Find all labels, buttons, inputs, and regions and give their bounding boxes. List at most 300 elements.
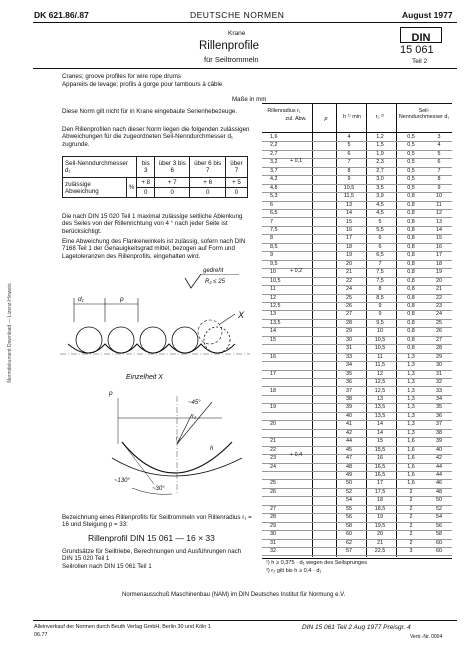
table-cell: 14 [377, 429, 383, 436]
table-cell: 12 [377, 370, 383, 377]
angle30-label: ~30° [152, 486, 165, 492]
title: Rillenprofile [199, 40, 260, 52]
table-cell: 3,2 [270, 159, 278, 166]
table-cell: 44 [436, 472, 442, 478]
table-cell: 9 [378, 311, 382, 318]
table-cell: 14 [346, 210, 352, 217]
table-cell: 7 [437, 167, 441, 174]
table-cell: 1,6 [407, 446, 415, 453]
table-cell: 8 [347, 167, 351, 174]
table-cell: 34 [346, 362, 352, 369]
table-cell: 27 [346, 311, 352, 318]
deviation-col: über 6 bis 7 [190, 157, 225, 178]
table-cell: 19 [270, 404, 276, 411]
table-cell: 3 [409, 548, 413, 555]
table-cell: 4,5 [376, 210, 384, 217]
table-cell: 13,5 [374, 412, 386, 419]
table-cell: 37 [436, 421, 442, 428]
scope-paragraph: Diese Norm gilt nicht für in Krane eingebaute Serienhebezeuge. [62, 108, 238, 115]
roughness-value: R₂ ≤ 25 [205, 279, 225, 285]
groove-table-header [262, 104, 452, 133]
table-cell: 36 [436, 412, 442, 419]
table-cell: 9 [378, 303, 382, 309]
table-cell: 21 [436, 286, 442, 293]
principles-text: Grundsätze für Seiltriebe, Berechnungen und Ausführungen nach DIN 15 020 Teil 1 [62, 548, 242, 563]
table-cell: 31 [436, 370, 442, 377]
table-cell: 12,5 [374, 387, 386, 394]
table-cell: 20 [377, 531, 383, 538]
table-cell: 24 [346, 286, 352, 293]
table-cell: 39 [436, 438, 442, 445]
table-cell: 0,8 [407, 226, 415, 233]
din-logo-box [400, 27, 442, 43]
deviation-minus: 0 [225, 188, 247, 198]
table-cell: 28 [346, 319, 352, 326]
table-cell: 12,5 [374, 379, 386, 386]
table-cell: 57 [346, 548, 352, 555]
table-cell: 2 [409, 505, 413, 512]
table-cell: 0,8 [407, 201, 415, 208]
table-cell: 19,5 [374, 522, 386, 529]
table-cell: 2,7 [270, 150, 278, 157]
flank-angle-paragraph: Eine Abweichung des Flankenwinkels ist zulässig, sofern nach DIN 7168 Teil 1 der Genauigkeitsgrad mittel, bezogen auf Form und Lagetoleranzen des Rillenprofils, eingehalten wird. [62, 238, 246, 260]
table-cell: 15 [436, 235, 442, 242]
table-cell: 21 [346, 269, 352, 276]
head-p: p [324, 116, 328, 122]
table-cell: 13 [346, 201, 352, 208]
table-cell: 3,0 [376, 176, 384, 183]
table-cell: 21 [377, 539, 383, 546]
issue-date: August 1977 [402, 10, 453, 20]
deviation-unit: % [126, 178, 137, 198]
table-cell: 24 [270, 463, 276, 470]
table-cell: 54 [346, 497, 352, 504]
table-cell: 45 [346, 446, 352, 453]
table-cell: 13 [270, 311, 276, 318]
table-cell: 60 [436, 548, 442, 555]
table-cell: 35 [436, 404, 442, 411]
table-cell: 30 [346, 336, 352, 343]
table-cell: 0,8 [407, 319, 415, 326]
table-cell: 8,5 [270, 243, 278, 250]
table-cell: 7,5 [270, 226, 278, 233]
table-cell: 31 [270, 539, 276, 546]
table-cell: 35 [346, 370, 352, 377]
table-cell: 46 [436, 480, 442, 487]
table-cell: 6 [270, 201, 273, 208]
table-cell: 7,5 [376, 277, 384, 284]
r2-label: r₂ [176, 436, 181, 442]
din-number: 15 061 [400, 44, 434, 56]
table-cell: 38 [436, 429, 442, 436]
table-cell: 6,5 [376, 252, 384, 259]
table-cell: 58 [436, 531, 442, 538]
table-cell: 2 [409, 488, 413, 495]
table-cell: 5,5 [376, 226, 384, 233]
footer-rule [33, 620, 457, 621]
table-cell: 16 [346, 226, 352, 233]
table-cell: 8 [270, 235, 273, 242]
table-cell: 18 [377, 497, 383, 504]
table-cell: 14 [377, 421, 383, 428]
committee-line: Normenausschuß Maschinenbau (NAM) im DIN Deutsches Institut für Normung e.V. [122, 592, 346, 598]
table-cell: 24 [436, 311, 442, 318]
table-cell: 0,5 [407, 184, 415, 191]
table-cell: 2,3 [376, 159, 384, 166]
table-cell: 7,5 [376, 269, 384, 276]
table-cell: 11 [270, 286, 276, 293]
sheave-ref-text: Seilrollen nach DIN 15 061 Teil 1 [62, 563, 152, 570]
table-cell: 20 [346, 260, 352, 267]
table-cell: 0,8 [407, 193, 415, 200]
head-r1: Rillenradius r₁ [267, 108, 301, 114]
table-cell: 42 [346, 429, 352, 436]
designation-text: Bezeichnung eines Rillenprofils für Seiltrommeln von Rillenradius r₁ = 16 und Steigung p = 33: [62, 514, 252, 529]
table-cell: 10 [436, 193, 442, 200]
table-cell: 20 [270, 421, 276, 428]
deviation-plus: + 5 [225, 178, 247, 188]
table-cell: 60 [346, 531, 352, 538]
deviation-row1-label: Seil-Nenndurchmesser d₁ [65, 160, 128, 174]
table-cell: 0,8 [407, 328, 415, 335]
table-cell: 37 [346, 387, 352, 394]
table-cell: 54 [436, 514, 442, 521]
table-cell: 18 [346, 243, 352, 250]
table-cell: 5 [378, 218, 382, 225]
table-cell: 60 [436, 539, 442, 546]
table-cell: 4,8 [270, 184, 278, 191]
table-cell: 19 [436, 269, 442, 276]
table-cell: 36 [346, 379, 352, 386]
table-cell: 50 [346, 480, 352, 487]
table-cell: 15 [377, 438, 383, 445]
table-cell: 31 [346, 345, 352, 352]
table-cell: 8 [437, 176, 441, 183]
angle130-label: ~130° [114, 478, 130, 484]
subtitle: für Seiltrommeln [204, 55, 259, 64]
table-cell: 22 [346, 277, 352, 284]
groove-drawing [60, 292, 260, 372]
table-cell: 30 [270, 531, 276, 538]
table-cell: 10,5 [270, 277, 281, 284]
detail-x-label: Einzelheit X [126, 374, 163, 381]
deviation-col: bis 3 [137, 157, 155, 178]
table-cell: 17 [436, 252, 442, 259]
table-cell: 25 [270, 480, 276, 487]
angle45-label: ~45° [188, 400, 201, 406]
org-name: DEUTSCHE NORMEN [190, 10, 285, 20]
deviation-minus: 0 [190, 188, 225, 198]
deflection-paragraph: Die nach DIN 15 020 Teil 1 maximal zulässige seitliche Ablenkung des Seiles von der Rillenrichtung von 4 ° nach jeder Seite ist berücksichtigt. [62, 213, 243, 235]
table-cell: 0,8 [407, 269, 415, 276]
table-cell: 9,5 [376, 319, 384, 326]
table-cell: 1,6 [407, 480, 415, 487]
table-cell: 12,5 [270, 303, 281, 309]
table-cell: 44 [436, 463, 442, 470]
table-cell: 1,2 [376, 134, 384, 140]
p-half-label: p [109, 390, 113, 397]
table-cell: 16 [377, 455, 383, 462]
table-cell: 14 [436, 226, 442, 233]
table-cell: 18 [436, 260, 442, 267]
table-cell: 40 [436, 446, 442, 453]
table-cell: 13,5 [270, 319, 281, 326]
table-cell: 26 [436, 328, 442, 335]
deviation-plus: + 6 [190, 178, 225, 188]
table-cell: 23 [270, 455, 276, 462]
table-cell: 10 [270, 269, 276, 276]
table-cell: 33 [346, 353, 352, 360]
table-cell: 14 [270, 328, 276, 335]
table-cell: 0,8 [407, 235, 415, 242]
table-cell: 32 [270, 548, 276, 555]
table-cell: 0,5 [407, 176, 415, 183]
table-cell: 11 [377, 353, 383, 360]
table-cell: 52 [346, 488, 352, 495]
table-cell: 8,5 [376, 294, 384, 301]
table-cell: 0,5 [407, 134, 415, 140]
table-cell: 9 [270, 252, 273, 259]
table-cell: 1,5 [376, 142, 384, 149]
table-cell: 0,8 [407, 336, 415, 343]
table-cell: 17,5 [374, 488, 386, 495]
gedreht-label: gedreht [203, 268, 224, 274]
table-cell: 1,3 [407, 412, 415, 419]
table-cell: 3 [437, 134, 441, 140]
table-cell: 2,2 [270, 142, 278, 149]
table-cell: 1,6 [407, 455, 415, 462]
table-cell: 5 [437, 150, 441, 157]
deviation-paragraph: Den Rillenprofilen nach dieser Norm liegen die folgenden zulässigen Abweichungen für die zugeordneten Seil-Nenndurchmesser d₁ zugrunde. [62, 126, 250, 148]
table-cell: 0,8 [407, 294, 415, 301]
table-cell: 1,3 [407, 395, 415, 402]
table-cell: 18 [270, 387, 276, 394]
table-cell: 0,8 [407, 243, 415, 250]
table-cell: 0,5 [407, 150, 415, 157]
table-cell: 56 [346, 514, 352, 521]
footnote-1: ¹) h ≥ 0,375 · d₁ wegen des Seilsprunges [266, 560, 368, 566]
table-cell: 25 [346, 294, 352, 301]
table-cell: 0,8 [407, 218, 415, 225]
table-cell: 19 [346, 252, 352, 259]
table-cell: 30 [436, 362, 442, 369]
table-cell: 1,3 [407, 404, 415, 411]
table-cell: 22,5 [374, 548, 386, 555]
table-cell: 12 [270, 294, 276, 301]
table-cell: 16,5 [374, 472, 386, 478]
table-cell: 34 [436, 395, 442, 402]
table-cell: 15,5 [374, 446, 386, 453]
table-cell: 13 [436, 218, 442, 225]
table-cell: 7 [347, 159, 351, 166]
table-cell: 16 [436, 243, 442, 250]
table-cell: 20 [436, 277, 442, 284]
table-cell: 1,3 [407, 362, 415, 369]
table-cell: 27 [436, 336, 442, 343]
deviation-minus: 0 [155, 188, 190, 198]
table-cell: 8 [378, 286, 382, 293]
table-cell: 12 [436, 210, 442, 217]
table-cell: 6 [347, 150, 351, 157]
title-rule [33, 68, 457, 69]
table-cell: 0,8 [407, 345, 415, 352]
page-reference: DIN 15 061 Teil 2 Aug 1977 Preisgr. 4 [302, 624, 411, 631]
table-cell: 6 [437, 159, 441, 166]
table-cell: 22 [436, 294, 442, 301]
table-cell: 3,7 [270, 167, 278, 174]
table-cell: 10,5 [374, 345, 386, 352]
table-cell: 48 [346, 463, 352, 470]
table-cell: 5 [347, 142, 351, 149]
table-cell: 42 [436, 455, 442, 462]
table-cell: 29 [436, 353, 442, 360]
table-cell: 1,6 [407, 472, 415, 478]
english-title: Cranes; groove profiles for wire rope drums [62, 73, 181, 80]
table-cell: 11,5 [374, 362, 386, 369]
table-cell: 1,3 [407, 370, 415, 377]
table-cell: 49 [346, 472, 352, 478]
table-cell: 55 [346, 505, 352, 512]
category: Krane [228, 30, 246, 37]
table-cell: 11 [436, 201, 442, 208]
deviation-plus: + 8 [137, 178, 155, 188]
table-cell: 17 [346, 235, 352, 242]
table-cell: 28 [436, 345, 442, 352]
p-dimension-label: p [120, 296, 124, 303]
table-cell: 1,3 [407, 353, 415, 360]
deviation-col: über 7 [225, 157, 247, 178]
footnote-2: ²) r₂ gilt bis h ≥ 0,4 · d₁ [266, 568, 322, 574]
table-cell: 0,8 [407, 210, 415, 217]
table-cell: 2,7 [376, 167, 384, 174]
table-cell: 25 [436, 319, 442, 326]
table-cell: 47 [346, 455, 352, 462]
part: Teil 2 [412, 58, 428, 65]
table-cell: 2 [409, 514, 413, 521]
table-cell: 1,6 [407, 438, 415, 445]
table-cell: 40 [346, 412, 352, 419]
table-cell: 7 [270, 218, 273, 225]
deviation-plus: + 7 [155, 178, 190, 188]
table-cell: 4 [347, 134, 351, 140]
table-cell: 62 [346, 539, 352, 546]
table-cell: 1,3 [407, 379, 415, 386]
table-cell: 0,5 [407, 142, 415, 149]
units-note: Maße in mm [232, 96, 267, 103]
table-cell: 16 [270, 353, 276, 360]
table-cell: 22 [270, 446, 276, 453]
print-code: 06.77 [34, 632, 48, 638]
doc-number: DK 621.86/.87 [34, 10, 89, 20]
r1-label: r₁ [192, 414, 196, 420]
deviation-row2-label: zulässige Abweichung [65, 180, 99, 195]
deviation-col: über 3 bis 6 [155, 157, 190, 178]
detail-x-drawing [92, 384, 262, 504]
table-cell: 32 [436, 379, 442, 386]
table-cell: 0,5 [407, 167, 415, 174]
table-cell: 10,5 [374, 336, 386, 343]
table-cell: 33 [436, 387, 442, 394]
table-cell: 41 [346, 421, 352, 428]
detail-x-marker: X [238, 310, 245, 320]
table-cell: 39 [346, 404, 352, 411]
table-cell: 26 [346, 303, 352, 309]
table-cell: 3,9 [376, 193, 384, 200]
d1-dimension-label: d₁ [78, 296, 84, 303]
table-cell: 1,6 [270, 134, 278, 140]
table-cell: 3,5 [376, 184, 384, 191]
table-cell: 48 [436, 488, 442, 495]
table-cell: 15 [270, 336, 276, 343]
table-cell: 1,9 [376, 150, 384, 157]
table-cell: 0,8 [407, 252, 415, 259]
table-cell: 18,5 [374, 505, 386, 512]
table-cell: 10 [377, 328, 383, 335]
table-cell: 52 [436, 505, 442, 512]
table-cell: 9 [437, 184, 441, 191]
table-cell: 0,8 [407, 311, 415, 318]
table-cell: 26 [270, 488, 276, 495]
head-tol: zul. Abw. [285, 116, 307, 122]
table-cell: 2 [409, 522, 413, 529]
table-cell: 1,3 [407, 387, 415, 394]
side-license-text: Normdokument Download — Lizenz-Hinweis [7, 283, 13, 383]
table-cell: 6,5 [270, 210, 278, 217]
head-h: h ¹⁾ min [343, 114, 361, 120]
table-cell: 28 [270, 514, 276, 521]
table-cell: 9 [347, 176, 351, 183]
header-rule [33, 22, 457, 23]
table-cell: 16,5 [374, 463, 386, 470]
profile-code: Rillenprofil DIN 15 061 — 16 × 33 [88, 533, 215, 543]
table-cell: 23 [436, 303, 442, 309]
table-cell: 13 [377, 395, 383, 402]
deviation-minus: 0 [137, 188, 155, 198]
table-row [262, 547, 452, 556]
head-r2: r₂ ²⁾ [375, 114, 385, 120]
table-cell: 1,3 [407, 421, 415, 428]
table-cell: 1,6 [407, 463, 415, 470]
tolerance-2: + 0,2 [290, 268, 303, 274]
table-cell: 4,2 [270, 176, 278, 183]
table-cell: 38 [346, 395, 352, 402]
table-cell: 4,5 [376, 201, 384, 208]
table-cell: 17 [270, 370, 276, 377]
table-cell: 4 [437, 142, 441, 149]
table-cell: 29 [346, 328, 352, 335]
table-cell: 6 [378, 243, 382, 250]
tolerance-1: + 0,1 [290, 158, 303, 164]
table-cell: 6 [378, 235, 382, 242]
table-cell: 15 [346, 218, 352, 225]
head-d: Seil-Nenndurchmesser d₁ [398, 108, 450, 120]
table-cell: 0,8 [407, 277, 415, 284]
table-cell: 50 [436, 497, 442, 504]
table-cell: 27 [270, 505, 276, 512]
table-cell: 0,8 [407, 260, 415, 267]
table-cell: 0,8 [407, 303, 415, 309]
table-cell: 19 [377, 514, 383, 521]
table-cell: 2 [409, 539, 413, 546]
table-cell: 0,5 [407, 159, 415, 166]
table-cell: 58 [346, 522, 352, 529]
table-cell: 2 [409, 531, 413, 538]
table-cell: 10,5 [343, 184, 355, 191]
table-cell: 44 [346, 438, 352, 445]
table-cell: 29 [270, 522, 276, 529]
table-cell: 17 [377, 480, 383, 487]
table-cell: 7 [378, 260, 382, 267]
